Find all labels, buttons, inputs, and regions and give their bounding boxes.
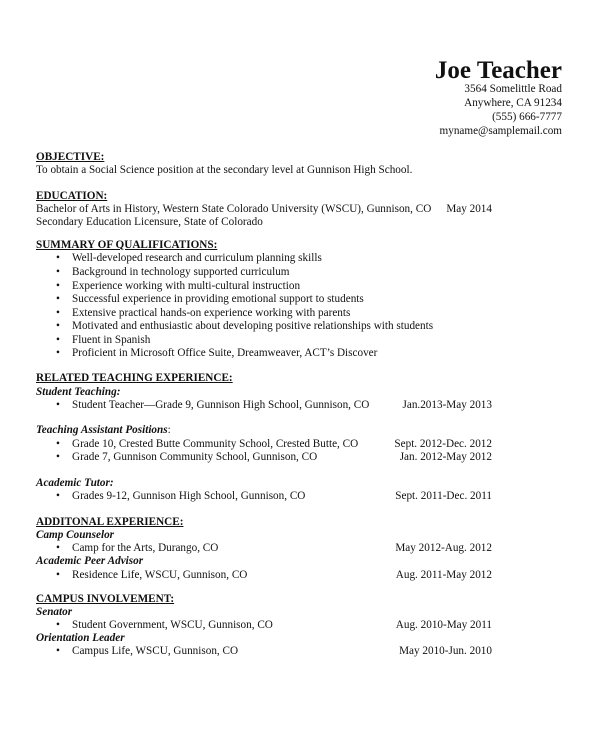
list-item: Grade 10, Crested Butte Community School, Crested Butte, CO bbox=[72, 438, 359, 450]
education-date: May 2014 bbox=[446, 203, 492, 215]
ta-title-line bbox=[36, 423, 171, 437]
address-line-2: Anywhere, CA 91234 bbox=[464, 97, 562, 109]
applicant-name: Joe Teacher bbox=[434, 57, 562, 84]
list-item: Student Government, WSCU, Gunnison, CO bbox=[72, 619, 273, 631]
tutor-title: Academic Tutor: bbox=[36, 477, 114, 489]
student-teaching-title: Student Teaching: bbox=[36, 386, 121, 398]
role-title: Camp Counselor bbox=[36, 529, 115, 541]
date-range: May 2010-Jun. 2010 bbox=[399, 645, 492, 657]
list-item: Fluent in Spanish bbox=[72, 334, 151, 346]
list-item: Camp for the Arts, Durango, CO bbox=[72, 542, 219, 554]
ta-colon: : bbox=[167, 424, 171, 436]
bullet: • bbox=[56, 569, 60, 581]
list-item: Extensive practical hands-on experience working with parents bbox=[72, 307, 351, 319]
email: myname@samplemail.com bbox=[439, 125, 562, 137]
bullet: • bbox=[56, 399, 60, 411]
bullet: • bbox=[56, 347, 60, 359]
education-licensure: Secondary Education Licensure, State of Colorado bbox=[36, 216, 263, 228]
list-item: Successful experience in providing emotional support to students bbox=[72, 293, 364, 305]
bullet: • bbox=[56, 320, 60, 332]
list-item: Proficient in Microsoft Office Suite, Dreamweaver, ACT’s Discover bbox=[72, 347, 378, 359]
bullet: • bbox=[56, 293, 60, 305]
education-heading: EDUCATION: bbox=[36, 190, 108, 202]
date-range: Sept. 2011-Dec. 2011 bbox=[395, 490, 492, 502]
role-title: Senator bbox=[36, 606, 73, 618]
date-range: Aug. 2011-May 2012 bbox=[395, 569, 492, 581]
bullet: • bbox=[56, 438, 60, 450]
objective-text: To obtain a Social Science position at the secondary level at Gunnison High School. bbox=[36, 164, 413, 176]
role-title: Orientation Leader bbox=[36, 632, 125, 644]
campus-heading: CAMPUS INVOLVEMENT: bbox=[36, 593, 175, 605]
bullet: • bbox=[56, 542, 60, 554]
address-line-1: 3564 Somelittle Road bbox=[464, 83, 562, 95]
date-range: Jan. 2012-May 2012 bbox=[399, 451, 492, 463]
teaching-heading: RELATED TEACHING EXPERIENCE: bbox=[36, 372, 233, 384]
bullet: • bbox=[56, 266, 60, 278]
list-item: Student Teacher—Grade 9, Gunnison High School, Gunnison, CO bbox=[72, 399, 370, 411]
bullet: • bbox=[56, 252, 60, 264]
ta-title: Teaching Assistant Positions bbox=[36, 424, 168, 436]
bullet: • bbox=[56, 307, 60, 319]
list-item: Campus Life, WSCU, Gunnison, CO bbox=[72, 645, 239, 657]
list-item: Grade 7, Gunnison Community School, Gunnison, CO bbox=[72, 451, 318, 463]
objective-heading: OBJECTIVE: bbox=[36, 151, 105, 163]
date-range: Aug. 2010-May 2011 bbox=[395, 619, 492, 631]
education-degree: Bachelor of Arts in History, Western State Colorado University (WSCU), Gunnison, CO bbox=[36, 203, 432, 215]
bullet: • bbox=[56, 451, 60, 463]
date-range: May 2012-Aug. 2012 bbox=[395, 542, 492, 554]
bullet: • bbox=[56, 645, 60, 657]
bullet: • bbox=[56, 280, 60, 292]
summary-heading: SUMMARY OF QUALIFICATIONS: bbox=[36, 239, 218, 251]
phone: (555) 666-7777 bbox=[492, 111, 562, 123]
bullet: • bbox=[56, 619, 60, 631]
role-title: Academic Peer Advisor bbox=[36, 555, 144, 567]
additional-heading: ADDITONAL EXPERIENCE: bbox=[36, 516, 184, 528]
date-range: Sept. 2012-Dec. 2012 bbox=[394, 438, 492, 450]
list-item: Residence Life, WSCU, Gunnison, CO bbox=[72, 569, 248, 581]
list-item: Grades 9-12, Gunnison High School, Gunnison, CO bbox=[72, 490, 306, 502]
bullet: • bbox=[56, 490, 60, 502]
list-item: Background in technology supported curriculum bbox=[72, 266, 290, 278]
list-item: Motivated and enthusiastic about developing positive relationships with students bbox=[72, 320, 434, 332]
list-item: Well-developed research and curriculum planning skills bbox=[72, 252, 322, 264]
list-item: Experience working with multi-cultural instruction bbox=[72, 280, 301, 292]
bullet: • bbox=[56, 334, 60, 346]
date-range: Jan.2013-May 2013 bbox=[402, 399, 492, 411]
